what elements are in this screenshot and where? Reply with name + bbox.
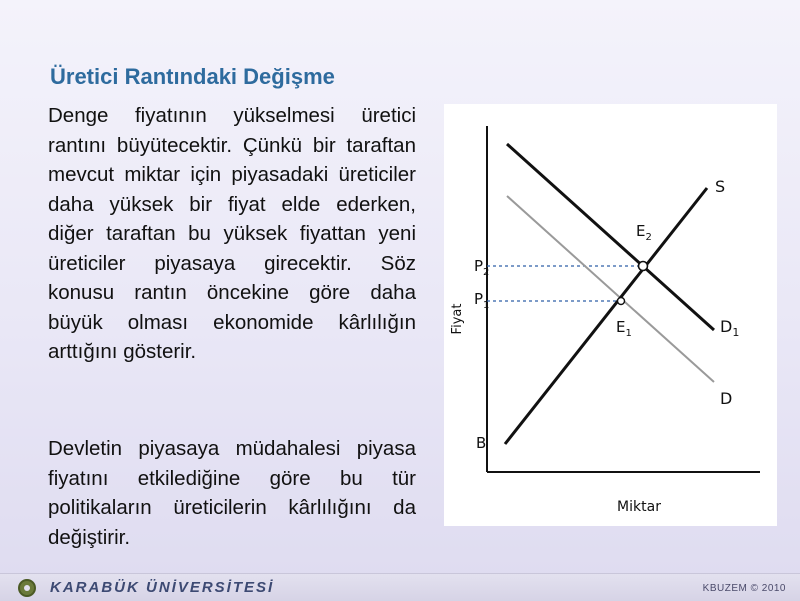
svg-text:S bbox=[715, 177, 725, 196]
demand-d-label: D bbox=[720, 389, 733, 408]
svg-text:E1 bbox=[616, 318, 632, 339]
paragraph-producer-surplus: Denge fiyatının yükselmesi üretici rantını büyütecektir. Çünkü bir taraftan mevcut miktar için piyasadaki üreticiler daha yüksek bir fiyat elde ederken, diğer taraftan bu yüksek fiyattan yeni üreticiler piyasaya girecektir. Söz konusu rantın öncekine göre daha büyük olması ekonomide kârlılığın arttığını gösterir. bbox=[48, 104, 416, 363]
e2-label: E bbox=[636, 222, 646, 240]
slide-title: Üretici Rantındaki Değişme bbox=[50, 64, 335, 89]
e1-subscript: 1 bbox=[625, 328, 632, 339]
footer-bar bbox=[0, 573, 800, 601]
demand-curve-d bbox=[507, 196, 714, 382]
p2-label: P bbox=[474, 257, 484, 275]
supply-curve-s bbox=[505, 188, 707, 444]
svg-text:D1 bbox=[720, 317, 739, 339]
svg-text:B bbox=[476, 434, 486, 452]
b-label: B bbox=[476, 434, 487, 452]
svg-text:E2 bbox=[636, 222, 652, 243]
y-axis-label: Fiyat bbox=[450, 303, 465, 335]
demand-d1-label: D bbox=[720, 317, 733, 336]
supply-label: S bbox=[715, 177, 726, 196]
x-axis-label: Miktar bbox=[617, 499, 661, 515]
svg-text:D bbox=[720, 389, 732, 408]
demand-curve-d1 bbox=[507, 144, 714, 330]
equilibrium-point-e1 bbox=[618, 298, 625, 305]
p1-subscript: 1 bbox=[483, 300, 490, 311]
university-logo-icon bbox=[18, 579, 36, 597]
producer-surplus-diagram bbox=[444, 104, 777, 526]
p1-label: P bbox=[474, 290, 484, 308]
p2-subscript: 2 bbox=[483, 267, 490, 278]
e1-label: E bbox=[616, 318, 626, 336]
diagram-svg bbox=[444, 104, 777, 526]
copyright-text: KBUZEM © 2010 bbox=[702, 583, 786, 594]
university-name: KARABÜK ÜNİVERSİTESİ bbox=[50, 579, 275, 596]
demand-d1-subscript: 1 bbox=[732, 326, 740, 339]
equilibrium-point-e2 bbox=[639, 262, 648, 271]
e2-subscript: 2 bbox=[645, 232, 652, 243]
paragraph-government-intervention: Devletin piyasaya müdahalesi piyasa fiyatını etkilediğine göre bu tür politikaların üreticilerin kârlılığını da değiştirir. bbox=[48, 437, 416, 549]
